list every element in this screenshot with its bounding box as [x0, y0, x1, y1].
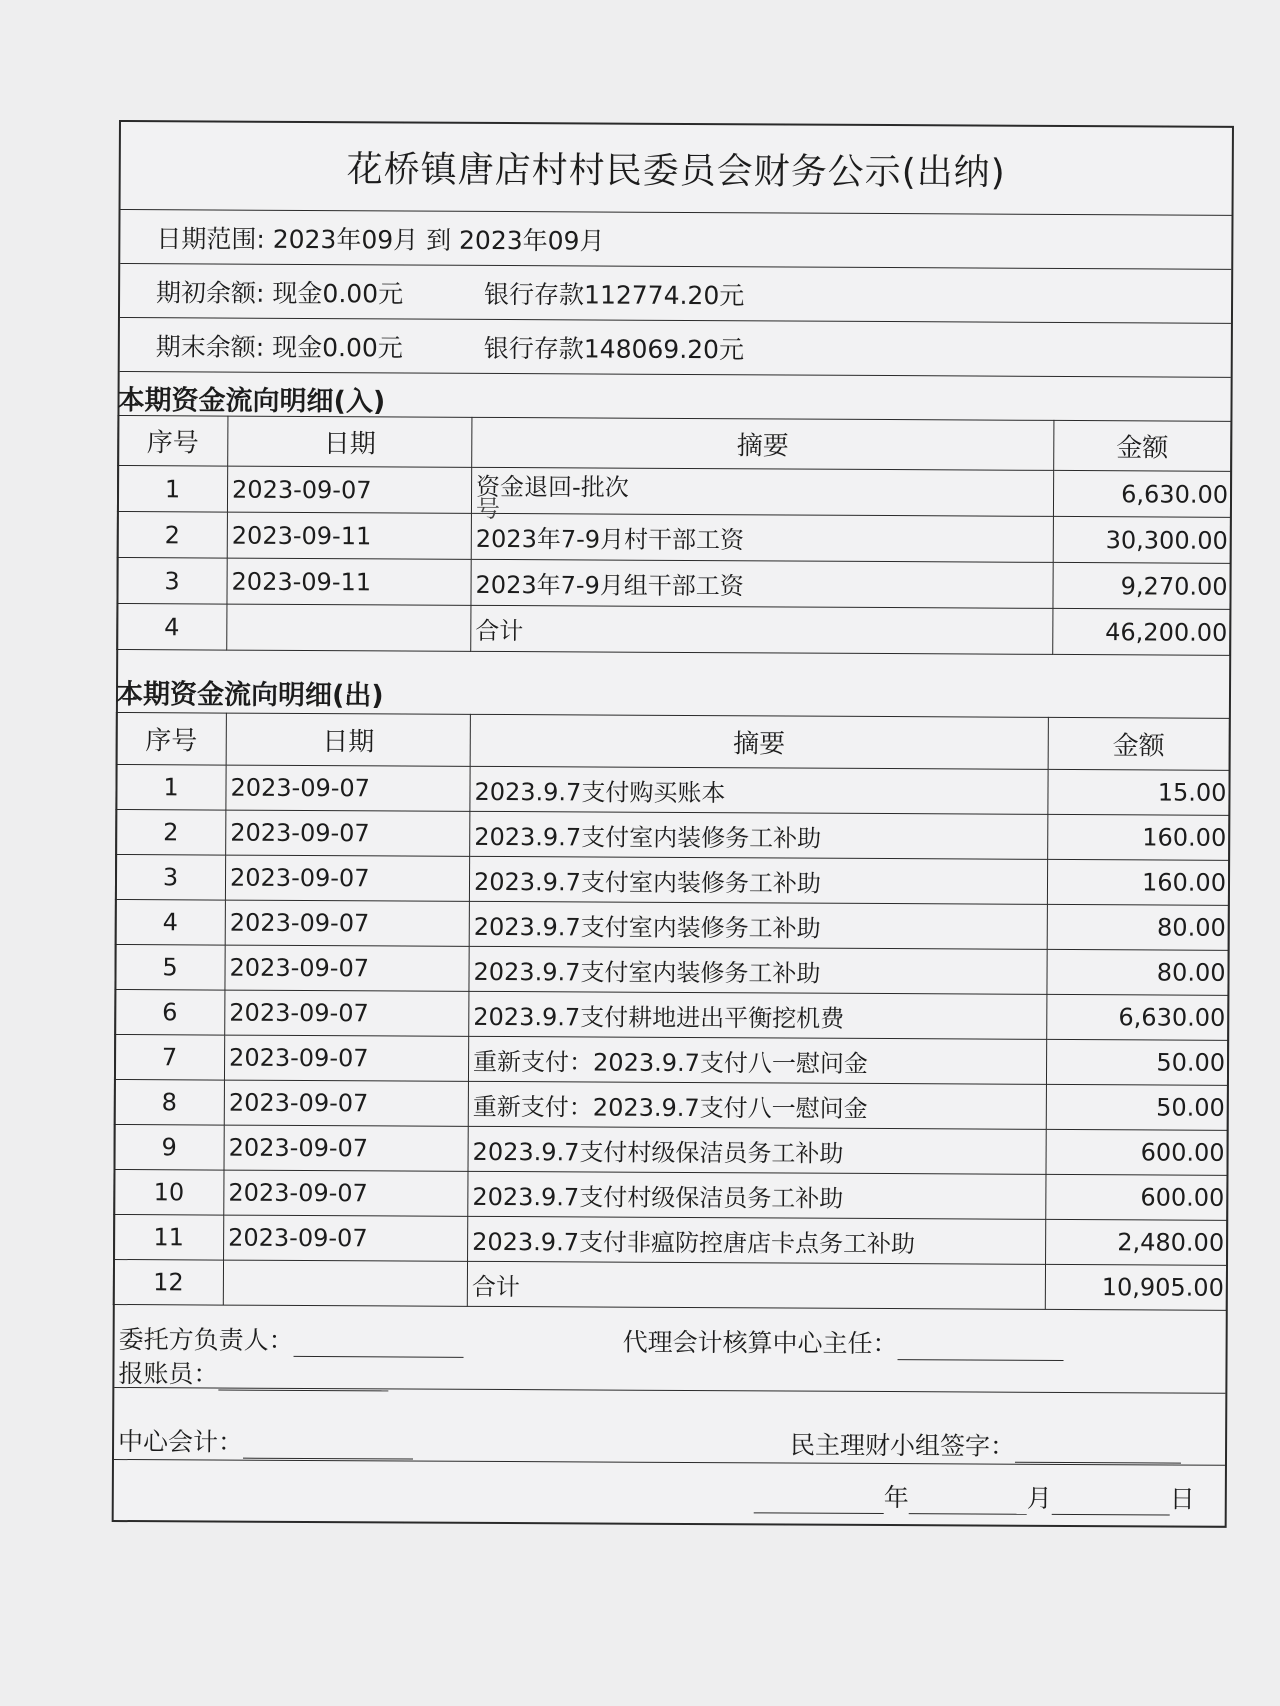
center-accountant-blank[interactable] — [243, 1434, 413, 1460]
row-summary: 合计 — [467, 1261, 1045, 1309]
row-no: 2 — [117, 511, 227, 558]
row-amount: 46,200.00 — [1053, 608, 1230, 655]
row-no: 7 — [114, 1034, 224, 1080]
row-summary: 2023.9.7支付非瘟防控唐店卡点务工补助 — [468, 1216, 1046, 1264]
row-no: 5 — [115, 944, 225, 990]
row-no: 8 — [114, 1079, 224, 1125]
table-row — [116, 809, 1229, 860]
opening-bank: 银行存款112774.20元 — [484, 279, 745, 310]
center-director-blank[interactable] — [898, 1335, 1064, 1361]
date-range-row — [120, 210, 1231, 270]
row-no: 9 — [114, 1124, 224, 1170]
row-amount: 80.00 — [1047, 904, 1228, 950]
row-date: 2023-09-07 — [225, 945, 469, 991]
row-date: 2023-09-07 — [226, 765, 470, 811]
row-summary: 2023.9.7支付室内装修务工补助 — [469, 901, 1047, 949]
row-date: 2023-09-07 — [224, 1125, 468, 1171]
row-date: 2023-09-07 — [227, 466, 471, 513]
month-label: 月 — [1026, 1483, 1052, 1513]
row-date: 2023-09-11 — [227, 558, 471, 605]
row-summary: 2023.9.7支付村级保洁员务工补助 — [468, 1171, 1046, 1219]
row-summary-text: 资金退回-批次 — [476, 472, 629, 502]
document-title: 花桥镇唐店村村民委员会财务公示(出纳) — [121, 122, 1232, 216]
row-amount: 6,630.00 — [1053, 470, 1230, 517]
row-summary: 2023年7-9月村干部工资 — [471, 513, 1053, 562]
row-summary: 2023.9.7支付室内装修务工补助 — [470, 811, 1048, 859]
table-row — [117, 465, 1230, 517]
expense-header-row — [116, 712, 1229, 770]
date-signature — [754, 1477, 1195, 1515]
table-row — [115, 899, 1228, 950]
center-accountant-signature — [118, 1422, 413, 1460]
income-header-row — [118, 415, 1231, 471]
table-row — [117, 511, 1230, 563]
row-amount: 50.00 — [1046, 1084, 1227, 1130]
center-director-label: 代理会计核算中心主任： — [622, 1327, 898, 1359]
row-amount: 50.00 — [1046, 1039, 1227, 1085]
row-summary: 2023.9.7支付购买账本 — [470, 766, 1048, 814]
row-amount: 600.00 — [1046, 1129, 1227, 1175]
closing-cash: 期末余额: 现金0.00元 — [155, 331, 403, 362]
col-header-no: 序号 — [116, 712, 226, 765]
row-summary-cut: 号 — [475, 494, 501, 523]
finance-group-label: 民主理财小组签字： — [789, 1430, 1016, 1461]
row-no: 6 — [115, 989, 225, 1035]
closing-bank: 银行存款148069.20元 — [483, 333, 745, 364]
row-no: 3 — [115, 854, 225, 900]
table-row — [117, 557, 1230, 609]
row-summary: 2023.9.7支付室内装修务工补助 — [469, 856, 1047, 904]
col-header-amount: 金额 — [1048, 717, 1229, 770]
row-amount: 30,300.00 — [1053, 516, 1230, 563]
year-label: 年 — [883, 1483, 909, 1513]
row-date — [223, 1260, 467, 1306]
row-date: 2023-09-07 — [226, 810, 470, 856]
opening-cash: 期初余额: 现金0.00元 — [156, 277, 404, 308]
row-amount: 10,905.00 — [1045, 1264, 1226, 1310]
row-amount: 600.00 — [1046, 1174, 1227, 1220]
finance-group-signature — [790, 1426, 1181, 1464]
row-summary: 2023年7-9月组干部工资 — [471, 559, 1053, 608]
col-header-amount: 金额 — [1054, 420, 1231, 471]
row-no: 1 — [117, 465, 227, 512]
row-date: 2023-09-11 — [227, 512, 471, 559]
table-row — [115, 989, 1228, 1040]
row-summary: 2023.9.7支付村级保洁员务工补助 — [468, 1126, 1046, 1174]
row-date: 2023-09-07 — [224, 1035, 468, 1081]
row-date: 2023-09-07 — [224, 1080, 468, 1126]
finance-notice-sheet — [112, 120, 1234, 1528]
row-summary: 重新支付：2023.9.7支付八一慰问金 — [468, 1081, 1046, 1129]
month-blank[interactable] — [909, 1489, 1027, 1515]
row-date: 2023-09-07 — [225, 900, 469, 946]
income-table — [116, 415, 1231, 656]
row-summary — [471, 467, 1053, 523]
row-amount: 15.00 — [1048, 769, 1229, 815]
principal-blank[interactable] — [294, 1332, 464, 1358]
principal-label: 委托方负责人： — [118, 1325, 294, 1355]
row-date — [227, 604, 471, 651]
day-blank[interactable] — [1052, 1490, 1170, 1516]
expense-heading: 本期资金流向明细(出) — [115, 678, 384, 712]
row-no: 3 — [117, 557, 227, 604]
col-header-summary: 摘要 — [472, 417, 1054, 470]
col-header-date: 日期 — [226, 713, 470, 766]
row-no: 12 — [113, 1259, 223, 1305]
table-row — [114, 1079, 1227, 1130]
table-row — [115, 854, 1228, 905]
table-row — [114, 1124, 1227, 1175]
principal-signature — [119, 1320, 464, 1358]
center-accountant-label: 中心会计： — [118, 1427, 244, 1457]
clerk-label: 报账员： — [118, 1359, 219, 1389]
row-date: 2023-09-07 — [224, 1170, 468, 1216]
table-row — [115, 944, 1228, 995]
income-heading: 本期资金流向明细(入) — [117, 384, 386, 418]
row-amount: 9,270.00 — [1053, 562, 1230, 609]
row-no: 4 — [117, 603, 227, 650]
year-blank[interactable] — [754, 1488, 884, 1514]
row-amount: 2,480.00 — [1046, 1219, 1227, 1265]
table-row — [114, 1214, 1227, 1265]
col-header-summary: 摘要 — [470, 714, 1048, 769]
row-no: 11 — [114, 1214, 224, 1260]
table-row — [114, 1169, 1227, 1220]
row-date: 2023-09-07 — [224, 1215, 468, 1261]
table-row — [116, 764, 1229, 815]
row-no: 4 — [115, 899, 225, 945]
row-amount: 80.00 — [1047, 949, 1228, 995]
row-summary: 2023.9.7支付耕地进出平衡挖机费 — [469, 991, 1047, 1039]
row-amount: 6,630.00 — [1047, 994, 1228, 1040]
row-date: 2023-09-07 — [225, 990, 469, 1036]
expense-table — [113, 712, 1230, 1311]
row-no: 2 — [116, 809, 226, 855]
row-no: 10 — [114, 1169, 224, 1215]
row-summary: 2023.9.7支付室内装修务工补助 — [469, 946, 1047, 994]
day-label: 日 — [1169, 1484, 1195, 1514]
date-range: 日期范围: 2023年09月 到 2023年09月 — [156, 223, 605, 256]
col-header-date: 日期 — [228, 416, 472, 467]
row-amount: 160.00 — [1048, 814, 1229, 860]
income-total-row — [117, 603, 1230, 655]
closing-balance-row — [120, 318, 1231, 378]
finance-group-blank[interactable] — [1015, 1438, 1181, 1464]
clerk-signature — [118, 1354, 388, 1391]
row-amount: 160.00 — [1047, 859, 1228, 905]
expense-total-row — [113, 1259, 1226, 1310]
row-date: 2023-09-07 — [225, 855, 469, 901]
row-summary: 重新支付：2023.9.7支付八一慰问金 — [468, 1036, 1046, 1084]
table-row — [114, 1034, 1227, 1085]
row-summary: 合计 — [471, 605, 1053, 654]
col-header-no: 序号 — [118, 415, 228, 466]
row-no: 1 — [116, 764, 226, 810]
center-director-signature — [623, 1323, 1064, 1361]
opening-balance-row — [120, 264, 1231, 324]
